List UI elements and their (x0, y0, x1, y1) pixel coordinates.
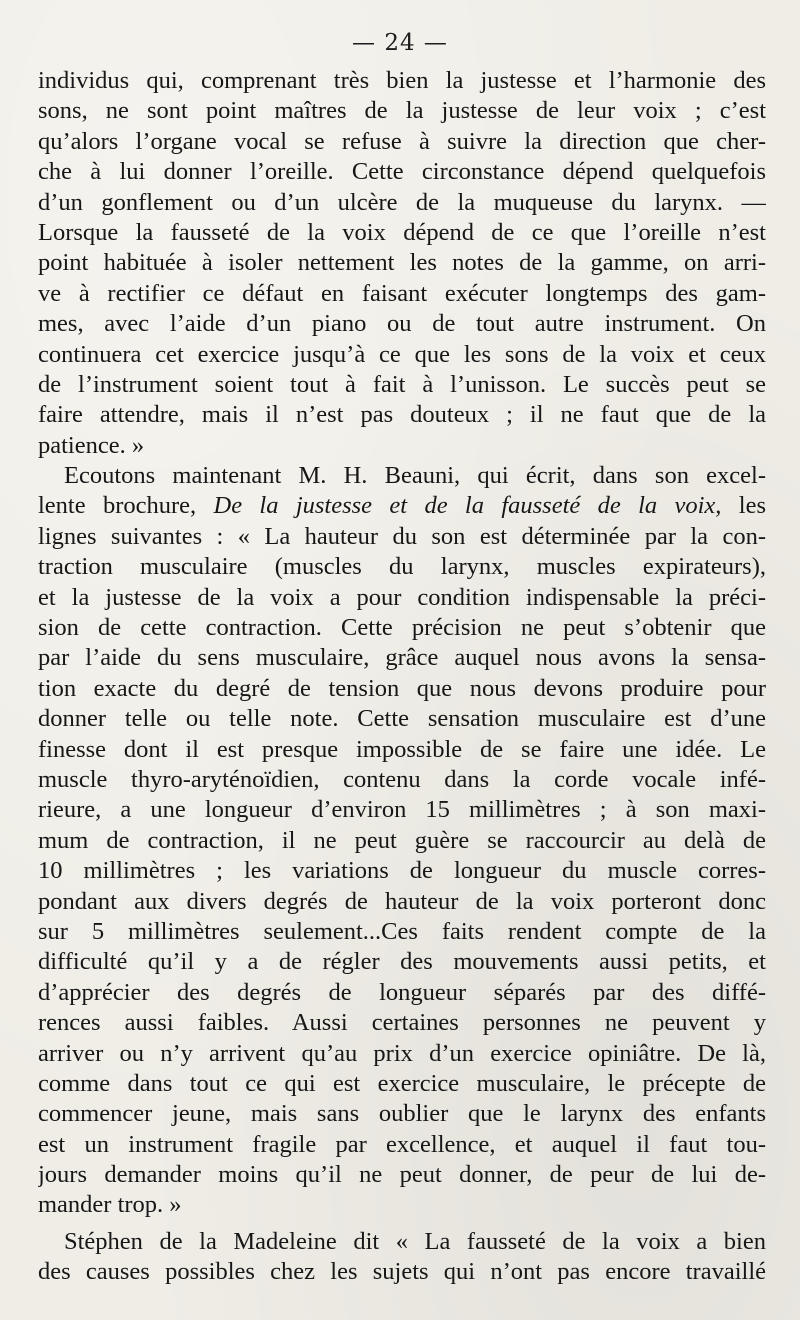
text-segment: les (721, 492, 766, 520)
body-text (38, 66, 766, 1288)
text-line: et la justesse de la voix a pour condition indispensable la préci- (38, 583, 766, 611)
text-line: d’un gonflement ou d’un ulcère de la muqueuse du larynx. — (38, 188, 766, 216)
text-line: est un instrument fragile par excellence, et auquel il faut tou- (38, 1130, 766, 1158)
italic-title: De la justesse et de la fausseté de la voix, (213, 492, 722, 520)
text-line: sur 5 millimètres seulement...Ces faits rendent compte de la (38, 917, 766, 945)
text-line: qu’alors l’organe vocal se refuse à suivre la direction que cher- (38, 127, 766, 155)
text-line: commencer jeune, mais sans oublier que le larynx des enfants (38, 1100, 766, 1128)
text-line: rieure, a une longueur d’environ 15 millimètres ; à son maxi- (38, 796, 766, 824)
text-line: de l’instrument soient tout à fait à l’unisson. Le succès peut se (38, 370, 766, 398)
text-line: che à lui donner l’oreille. Cette circonstance dépend quelquefois (38, 158, 766, 186)
text-line: mum de contraction, il ne peut guère se raccourcir au delà de (38, 826, 766, 854)
text-line: difficulté qu’il y a de régler des mouvements aussi petits, et (38, 948, 766, 976)
text-line: individus qui, comprenant très bien la justesse et l’harmonie des (38, 67, 766, 94)
text-line: 10 millimètres ; les variations de longueur du muscle corres- (38, 857, 766, 885)
text-line: arriver ou n’y arrivent qu’au prix d’un exercice opiniâtre. De là, (38, 1039, 766, 1067)
text-line: des causes possibles chez les sujets qui n’ont pas encore travaillé (38, 1258, 766, 1286)
text-line: Stéphen de la Madeleine dit « La fausseté de la voix a bien (64, 1227, 766, 1255)
text-line: mander trop. » (38, 1191, 182, 1219)
paragraph-1 (38, 66, 766, 461)
text-line: d’apprécier des degrés de longueur séparés par des diffé- (38, 978, 766, 1006)
paragraph-3 (38, 1227, 766, 1288)
page-number: — 24 — (352, 30, 448, 56)
text-line: continuera cet exercice jusqu’à ce que les sons de la voix et ceux (38, 340, 766, 368)
text-line: ve à rectifier ce défaut en faisant exécuter longtemps des gam- (38, 279, 766, 307)
text-line: lignes suivantes : « La hauteur du son est déterminée par la con- (38, 522, 766, 550)
text-line: point habituée à isoler nettement les notes de la gamme, on arri- (38, 249, 766, 277)
text-line: sons, ne sont point maîtres de la justesse de leur voix ; c’est (38, 97, 766, 125)
text-line: finesse dont il est presque impossible de se faire une idée. Le (38, 735, 766, 763)
text-line-with-title (38, 491, 766, 521)
text-line: sion de cette contraction. Cette précision ne peut s’obtenir que (38, 614, 766, 642)
text-line: traction musculaire (muscles du larynx, muscles expirateurs), (38, 553, 766, 581)
text-line: Ecoutons maintenant M. H. Beauni, qui écrit, dans son excel- (64, 462, 766, 490)
text-line: rences aussi faibles. Aussi certaines personnes ne peuvent y (38, 1009, 766, 1037)
text-line: muscle thyro-aryténoïdien, contenu dans la corde vocale infé- (38, 765, 766, 793)
text-line: tion exacte du degré de tension que nous devons produire pour (38, 674, 766, 702)
text-line: faire attendre, mais il n’est pas douteux ; il ne faut que de la (38, 401, 766, 429)
text-line: jours demander moins qu’il ne peut donner, de peur de lui de- (38, 1161, 766, 1189)
paragraph-2 (38, 461, 766, 1221)
text-line: pondant aux divers degrés de hauteur de la voix porteront donc (38, 887, 766, 915)
text-line: par l’aide du sens musculaire, grâce auquel nous avons la sensa- (38, 644, 766, 672)
text-line: comme dans tout ce qui est exercice musculaire, le précepte de (38, 1069, 766, 1097)
text-segment: lente brochure, (38, 492, 214, 520)
text-line: patience. » (38, 431, 145, 459)
text-line: Lorsque la fausseté de la voix dépend de ce que l’oreille n’est (38, 218, 766, 246)
text-line: donner telle ou telle note. Cette sensation musculaire est d’une (38, 705, 766, 733)
text-line: mes, avec l’aide d’un piano ou de tout autre instrument. On (38, 310, 766, 338)
